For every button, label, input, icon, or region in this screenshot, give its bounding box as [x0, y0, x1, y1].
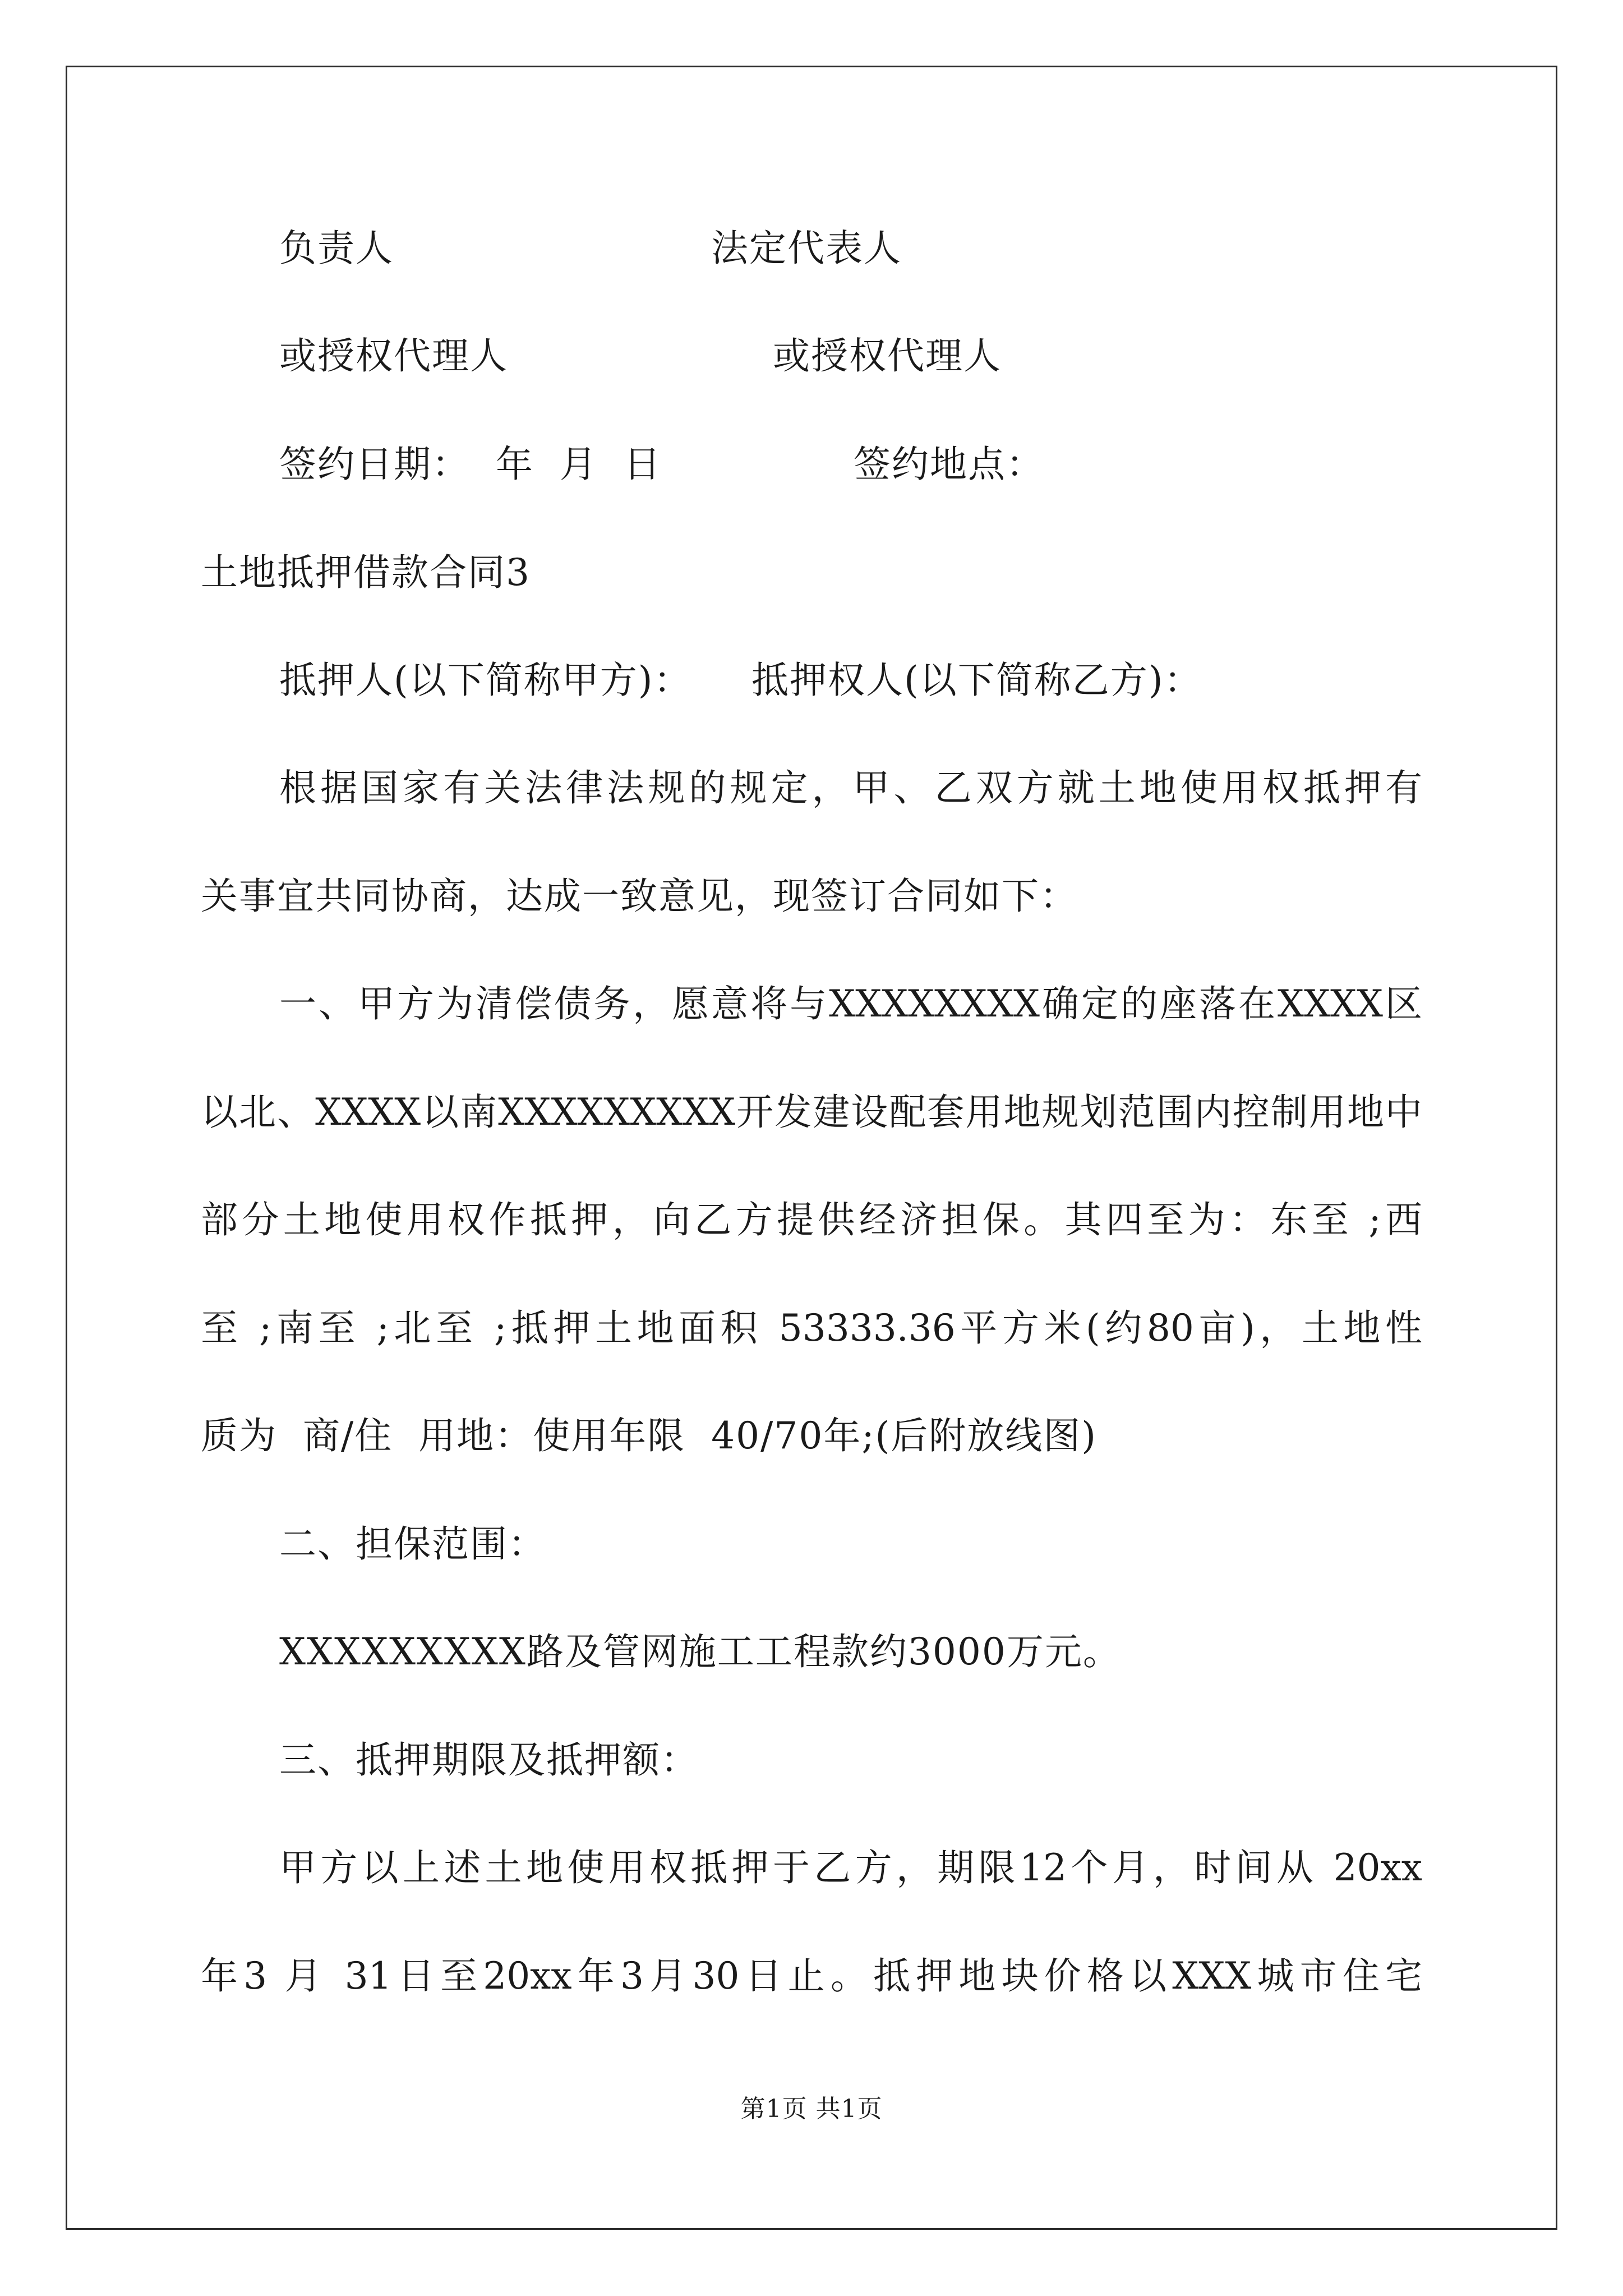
clause1-line-1: 一、甲方为清偿债务，愿意将与XXXXXXXX确定的座落在XXXX区: [279, 982, 1422, 1025]
clause1-line-2: 以北、XXXX以南XXXXXXXXX开发建设配套用地规划范围内控制用地中: [201, 1091, 1422, 1134]
clause3-line-2: 年3 月 31日至20xx年3月30日止。抵押地块价格以XXX城市住宅: [201, 1954, 1422, 1998]
signature-label-responsible: 负责人: [279, 227, 394, 270]
clause1-line-4: 至 ;南至 ;北至 ;抵押土地面积 53333.36平方米(约80亩)，土地性: [201, 1306, 1422, 1350]
clause2-heading: 二、担保范围：: [279, 1522, 546, 1566]
clause2-body: XXXXXXXXX路及管网施工工程款约3000万元。: [279, 1630, 1121, 1673]
intro-line-1: 根据国家有关法律法规的规定，甲、乙双方就土地使用权抵押有: [279, 766, 1422, 809]
signature-label-agent-left: 或授权代理人: [279, 334, 508, 378]
clause1-line-3: 部分土地使用权作抵押，向乙方提供经济担保。其四至为：东至 ;西: [201, 1198, 1422, 1241]
signing-place-label: 签约地点：: [854, 443, 1044, 486]
page-border: [66, 66, 1557, 2230]
signature-label-agent-right: 或授权代理人: [773, 334, 1002, 378]
mortgagor-label: 抵押人(以下简称甲方)：: [279, 659, 692, 702]
signature-label-legal-rep: 法定代表人: [711, 227, 902, 270]
mortgagee-label: 抵押权人(以下简称乙方)：: [751, 659, 1202, 702]
clause3-heading: 三、抵押期限及抵押额：: [279, 1738, 699, 1782]
page-footer: 第1页 共1页: [740, 2095, 883, 2123]
clause1-line-5: 质为 商/住 用地：使用年限 40/70年;(后附放线图): [201, 1414, 1098, 1457]
clause3-line-1: 甲方以上述土地使用权抵押于乙方，期限12个月，时间从 20xx: [279, 1846, 1422, 1889]
contract-title: 土地抵押借款合同3: [201, 551, 531, 594]
intro-line-2: 关事宜共同协商，达成一致意见，现签订合同如下：: [201, 875, 1078, 918]
signing-date-label: 签约日期： 年 月 日: [279, 443, 662, 486]
